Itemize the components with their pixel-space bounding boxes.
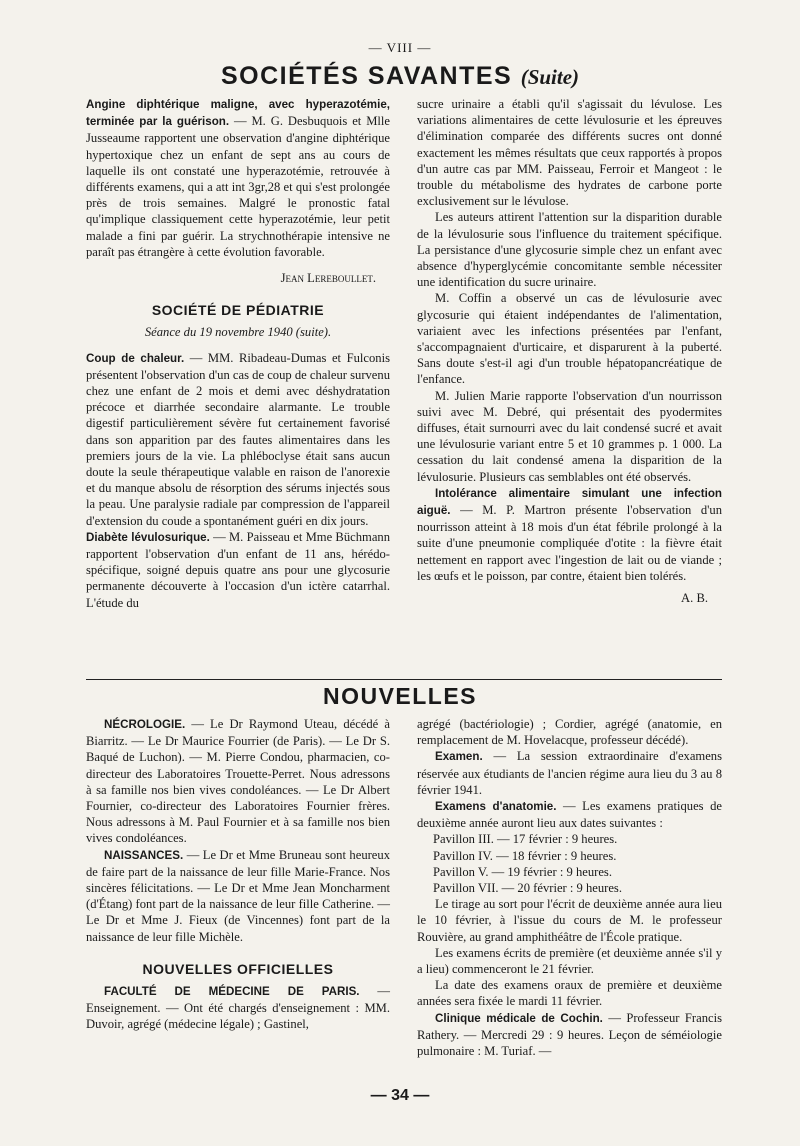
- pavillon-line: Pavillon IV. — 18 février : 9 heures.: [433, 848, 617, 863]
- runin-clinique-cochin: Clinique médicale de Cochin.: [435, 1011, 603, 1025]
- runin-necrologie: NÉCROLOGIE.: [104, 718, 186, 731]
- column-4: [417, 716, 722, 1059]
- societes-savantes-title: [0, 62, 800, 91]
- paragraph: Les examens écrits de première (et deuxième année s'il y a lieu) commenceront le 21 février.: [417, 945, 722, 977]
- seance-date: Séance du 19 novembre 1940 (suite).: [144, 325, 332, 340]
- article-angine: Angine diphtérique maligne, avec hyperazotémie, terminée par la guérison. — M. G. Desbuquois et Mlle Jusseaume rapportent une observation d'angine diphtérique hypertoxique chez un enfant de sept ans au cours de laquelle ils ont constaté une hyperazotémie, retrouvée à différents examens, qui a att int 3gr,28 et qui s'est prolongée près de trois semaines. Malgré le pronostic fatal qu'implique classiquement cette hyperazotémie, leur petit malade a fini par guérir. La strychnothérapie intensive ne paraît pas étrangère à cette évolution favorable.: [86, 98, 390, 259]
- paragraph: Les auteurs attirent l'attention sur la disparition durable de la lévulosurie sous l'influence du traitement spécifique. La persistance d'une glycosurie simple chez un enfant avec absence d'hyperglycémie concomitante semble nécessiter une identification du sucre urinaire.: [417, 210, 722, 290]
- article-clinique-cochin: Clinique médicale de Cochin. — Professeur Francis Rathery. — Mercredi 29 : 9 heures. Leçon de séméiologie pulmonaire : M. Turiaf. —: [417, 1010, 722, 1059]
- section-nouvelles-officielles: NOUVELLES OFFICIELLES: [142, 960, 334, 977]
- page-number: — 34 —: [370, 1087, 430, 1104]
- nouvelles-title: NOUVELLES: [322, 683, 478, 709]
- article-examen: Examen. — La session extraordinaire d'examens réservée aux étudiants de l'ancien régime aura lieu du 3 au 8 février 1941.: [417, 749, 722, 797]
- section-pediatrie: SOCIÉTÉ DE PÉDIATRIE: [151, 302, 325, 319]
- column-1: [86, 96, 390, 611]
- title-main: SOCIÉTÉS SAVANTES: [220, 62, 513, 90]
- article-necrologie: NÉCROLOGIE. — Le Dr Raymond Uteau, décédé à Biarritz. — Le Dr Maurice Fourrier (de Paris). — Le Dr S. Baqué de Luchon). — M. Pierre Condou, pharmacien, co-directeur des Laboratoires Trouette-Perret. Nous adressons à sa famille nos bien vives condoléances. — Le Dr Albert Fournier, co-directeur des Laboratoires Fournier frères. Nous adressons à M. Paul Fournier et à sa famille nos bien vives condoléances.: [86, 717, 390, 846]
- section-divider: [86, 679, 722, 680]
- paragraph: M. Julien Marie rapporte l'observation d'un nourrisson suivi avec M. Debré, qui présentait des pyodermites diffuses, était surnourri avec du lait condensé sucré et avait une lévulosurie variant entre 5 et 10 grammes p. 1 000. La cessation du lait condensé amena la disparition de la lévulosurie. Plusieurs cas semblables ont été observés.: [417, 388, 722, 484]
- paragraph: sucre urinaire a établi qu'il s'agissait du lévulose. Les variations alimentaires de cette lévulosurie et les épreuves d'élimination comparée des différents sucres ont donné exactement les mêmes résultats que ceux rapportés à propos d'un autre cas par MM. Paisseau, Ferroir et Mangeot : le trouble du métabolisme des hydrates de carbone porte exclusivement sur le lévulose.: [417, 97, 722, 209]
- paragraph: M. Coffin a observé un cas de lévulosurie avec glycosurie qui étaient indépendantes de l'alimentation, variaient avec les infections présentées par l'enfant, s'accompagnaient d'urticaire, et disparurent à la puberté. Sans doute s'est-il agi d'un trouble hépatopancréatique de l'enfance.: [417, 291, 722, 387]
- pavillon-line: Pavillon VII. — 20 février : 9 heures.: [433, 881, 622, 896]
- initials-signature: A. B.: [681, 591, 708, 606]
- article-examens-anatomie: Examens d'anatomie. — Les examens pratiques de deuxième année auront lieu aux dates suivantes :: [417, 799, 722, 831]
- runin-diabete: Diabète lévulosurique.: [86, 530, 210, 544]
- column-3: [86, 716, 390, 1033]
- column-2: [417, 96, 722, 606]
- runin-examens-anatomie: Examens d'anatomie.: [435, 800, 557, 814]
- article-coup-de-chaleur: Coup de chaleur. — MM. Ribadeau-Dumas et Fulconis présentent l'observation d'un cas de coup de chaleur survenu chez une enfant de 2 mois et demi avec déshydratation précoce et diarrhée secondaire alarmante. Le trouble digestif particulièrement sévère fut certainement favorisé dans son apparition par des fautes alimentaires dans les premiers jours de la vie. La phléboclyse était sans aucun doute la seule thérapeutique valable en raison de l'anorexie et du manque absolu de résorption des sérums injectés sous la peau. Une paralysie radiale par compression de l'appareil d'extension du coude a spontanément guéri en dix jours.: [86, 350, 390, 528]
- article-faculte: FACULTÉ DE MÉDECINE DE PARIS. — Enseignement. — Ont été chargés d'enseignement : MM. Duvoir, agrégé (médecine légale) ; Gastinel,: [86, 984, 390, 1032]
- pavillon-line: Pavillon V. — 19 février : 9 heures.: [433, 864, 612, 879]
- pavillon-line: Pavillon III. — 17 février : 9 heures.: [433, 832, 618, 847]
- runin-naissances: NAISSANCES.: [104, 848, 184, 862]
- title-suite: (Suite): [520, 65, 580, 89]
- paragraph: Le tirage au sort pour l'écrit de deuxième année aura lieu le 10 février, à l'issue du cours de M. le professeur Rouvière, au grand amphithéâtre de l'École pratique.: [417, 897, 722, 944]
- signature-lereboullet: Jean Lereboullet.: [280, 271, 376, 286]
- paragraph: agrégé (bactériologie) ; Cordier, agrégé (anatomie, en remplacement de M. Hovelacque, professeur décédé).: [417, 717, 722, 748]
- runin-faculte: FACULTÉ DE MÉDECINE DE PARIS.: [104, 985, 360, 999]
- runin-examen: Examen.: [435, 750, 483, 764]
- runin-coup-de-chaleur: Coup de chaleur.: [86, 351, 185, 365]
- runin-angine: Angine diphtérique maligne, avec hyperazotémie, terminée par la guérison.: [86, 98, 390, 129]
- article-intolerance: Intolérance alimentaire simulant une infection aiguë. — M. P. Martron présente l'observation d'un nourrisson atteint à 18 mois d'un état fébrile prolongé à la suite d'une pneumonie compliquée d'otite : la fièvre était nettement en rapport avec l'ingestion de lait ou de viande ; les œufs et le poisson, par contre, étaient bien tolérés.: [417, 486, 722, 583]
- running-head: — VIII —: [368, 40, 432, 55]
- article-naissances: NAISSANCES. — Le Dr et Mme Bruneau sont heureux de faire part de la naissance de leur fille Marie-France. Nos sincères félicitations. — Le Dr et Mme Jean Moncharment (d'Étang) font part de la naissance de leur fille Catherine. — Le Dr et Mme J. Fieux (de Vincennes) font part de la naissance de leur fille Michèle.: [86, 847, 390, 944]
- paragraph: La date des examens oraux de première et deuxième années sera fixée le mardi 11 février.: [417, 978, 722, 1009]
- article-diabete: Diabète lévulosurique. — M. Paisseau et Mme Büchmann rapportent l'observation d'un enfant de 11 ans, hérédo-spécifique, soigné depuis quatre ans pour une glycosurie permanente découverte à l'occasion d'un ictère catarrhal. L'étude du: [86, 529, 390, 610]
- runin-intolerance: Intolérance alimentaire simulant une infection aiguë.: [417, 486, 722, 518]
